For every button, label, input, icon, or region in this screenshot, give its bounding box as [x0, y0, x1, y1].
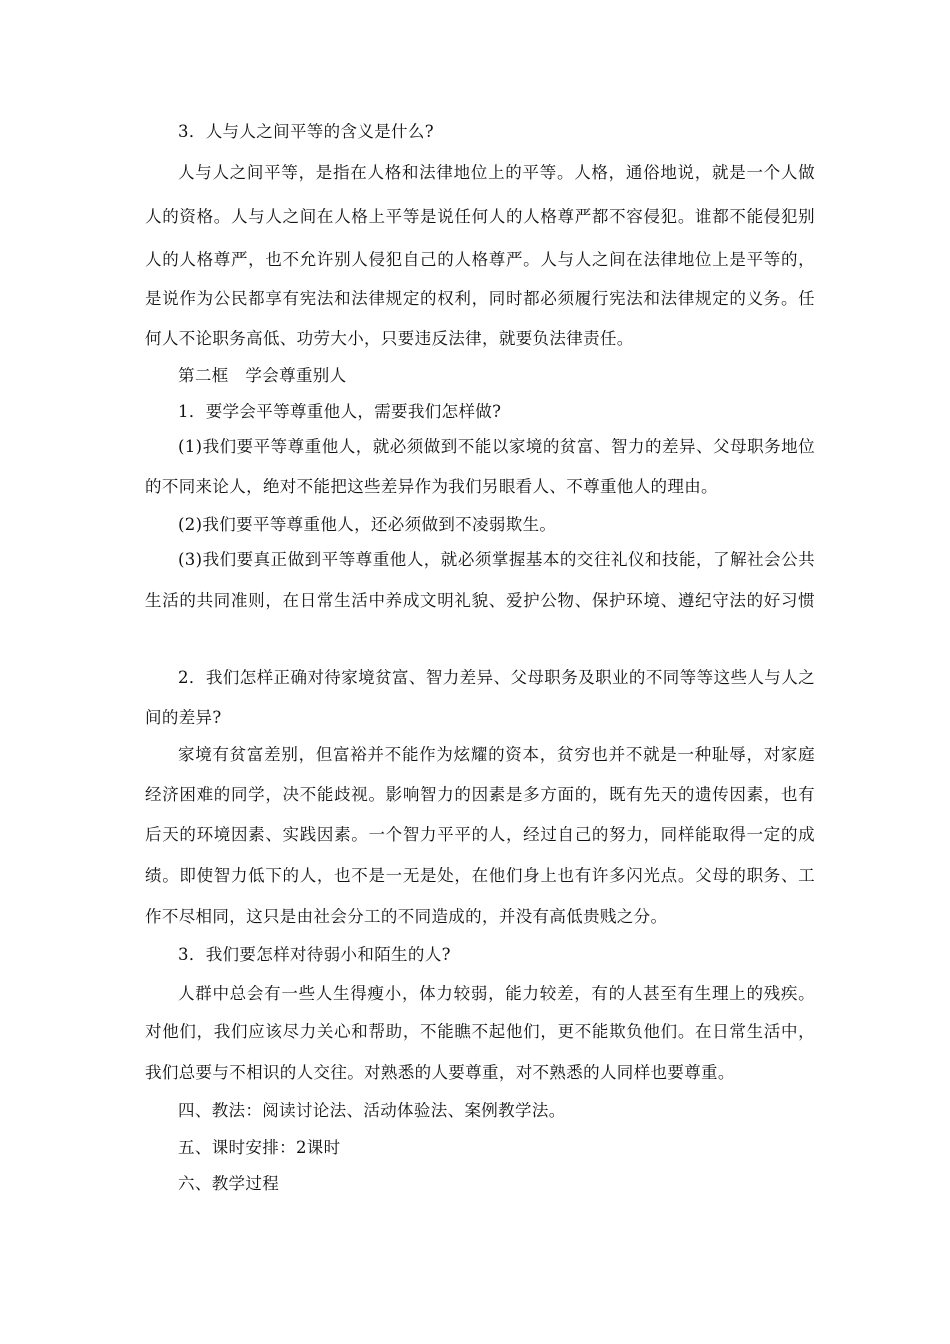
paragraph-line: (3)我们要真正做到平等尊重他人，就必须掌握基本的交往礼仪和技能，了解社会公共	[178, 550, 815, 569]
question-heading: 3．人与人之间平等的含义是什么?	[178, 122, 434, 141]
paragraph-line: 对他们，我们应该尽力关心和帮助，不能瞧不起他们，更不能欺负他们。在日常生活中，	[145, 1022, 815, 1041]
paragraph-line: 的不同来论人，绝对不能把这些差异作为我们另眼看人、不尊重他人的理由。	[145, 477, 718, 496]
paragraph-line: 人的资格。人与人之间在人格上平等是说任何人的人格尊严都不容侵犯。谁都不能侵犯别	[145, 207, 815, 226]
paragraph-line: 后天的环境因素、实践因素。一个智力平平的人，经过自己的努力，同样能取得一定的成	[145, 825, 815, 844]
paragraph-line: 绩。即使智力低下的人，也不是一无是处，在他们身上也有许多闪光点。父母的职务、工	[145, 866, 815, 885]
question-heading: 1．要学会平等尊重他人，需要我们怎样做?	[178, 402, 502, 421]
section-heading: 四、教法：阅读讨论法、活动体验法、案例教学法。	[178, 1101, 566, 1120]
paragraph-line: 生活的共同准则，在日常生活中养成文明礼貌、爱护公物、保护环境、遵纪守法的好习惯	[145, 591, 815, 610]
paragraph-line: 何人不论职务高低、功劳大小，只要违反法律，就要负法律责任。	[145, 329, 634, 348]
paragraph-line: 人群中总会有一些人生得瘦小，体力较弱，能力较差，有的人甚至有生理上的残疾。	[178, 984, 815, 1003]
section-heading: 第二框 学会尊重别人	[178, 366, 347, 385]
paragraph-line: 作不尽相同，这只是由社会分工的不同造成的，并没有高低贵贱之分。	[145, 907, 668, 926]
paragraph-line: (1)我们要平等尊重他人，就必须做到不能以家境的贫富、智力的差异、父母职务地位	[178, 437, 815, 456]
paragraph-line: 家境有贫富差别，但富裕并不能作为炫耀的资本，贫穷也并不就是一种耻辱，对家庭	[178, 745, 815, 764]
question-heading: 3．我们要怎样对待弱小和陌生的人?	[178, 945, 451, 964]
paragraph-line: 我们总要与不相识的人交往。对熟悉的人要尊重，对不熟悉的人同样也要尊重。	[145, 1063, 735, 1082]
paragraph-line: 是说作为公民都享有宪法和法律规定的权利，同时都必须履行宪法和法律规定的义务。任	[145, 289, 815, 308]
paragraph-line: 经济困难的同学，决不能歧视。影响智力的因素是多方面的，既有先天的遗传因素，也有	[145, 785, 815, 804]
section-heading: 五、课时安排：2课时	[178, 1138, 341, 1157]
paragraph-line: (2)我们要平等尊重他人，还必须做到不凌弱欺生。	[178, 515, 557, 534]
paragraph-line: 人的人格尊严，也不允许别人侵犯自己的人格尊严。人与人之间在法律地位上是平等的，	[145, 250, 815, 269]
question-heading: 2．我们怎样正确对待家境贫富、智力差异、父母职务及职业的不同等等这些人与人之	[178, 668, 815, 687]
paragraph-line: 人与人之间平等，是指在人格和法律地位上的平等。人格，通俗地说，就是一个人做	[178, 163, 815, 182]
question-heading: 间的差异?	[145, 708, 222, 727]
section-heading: 六、教学过程	[178, 1174, 280, 1193]
